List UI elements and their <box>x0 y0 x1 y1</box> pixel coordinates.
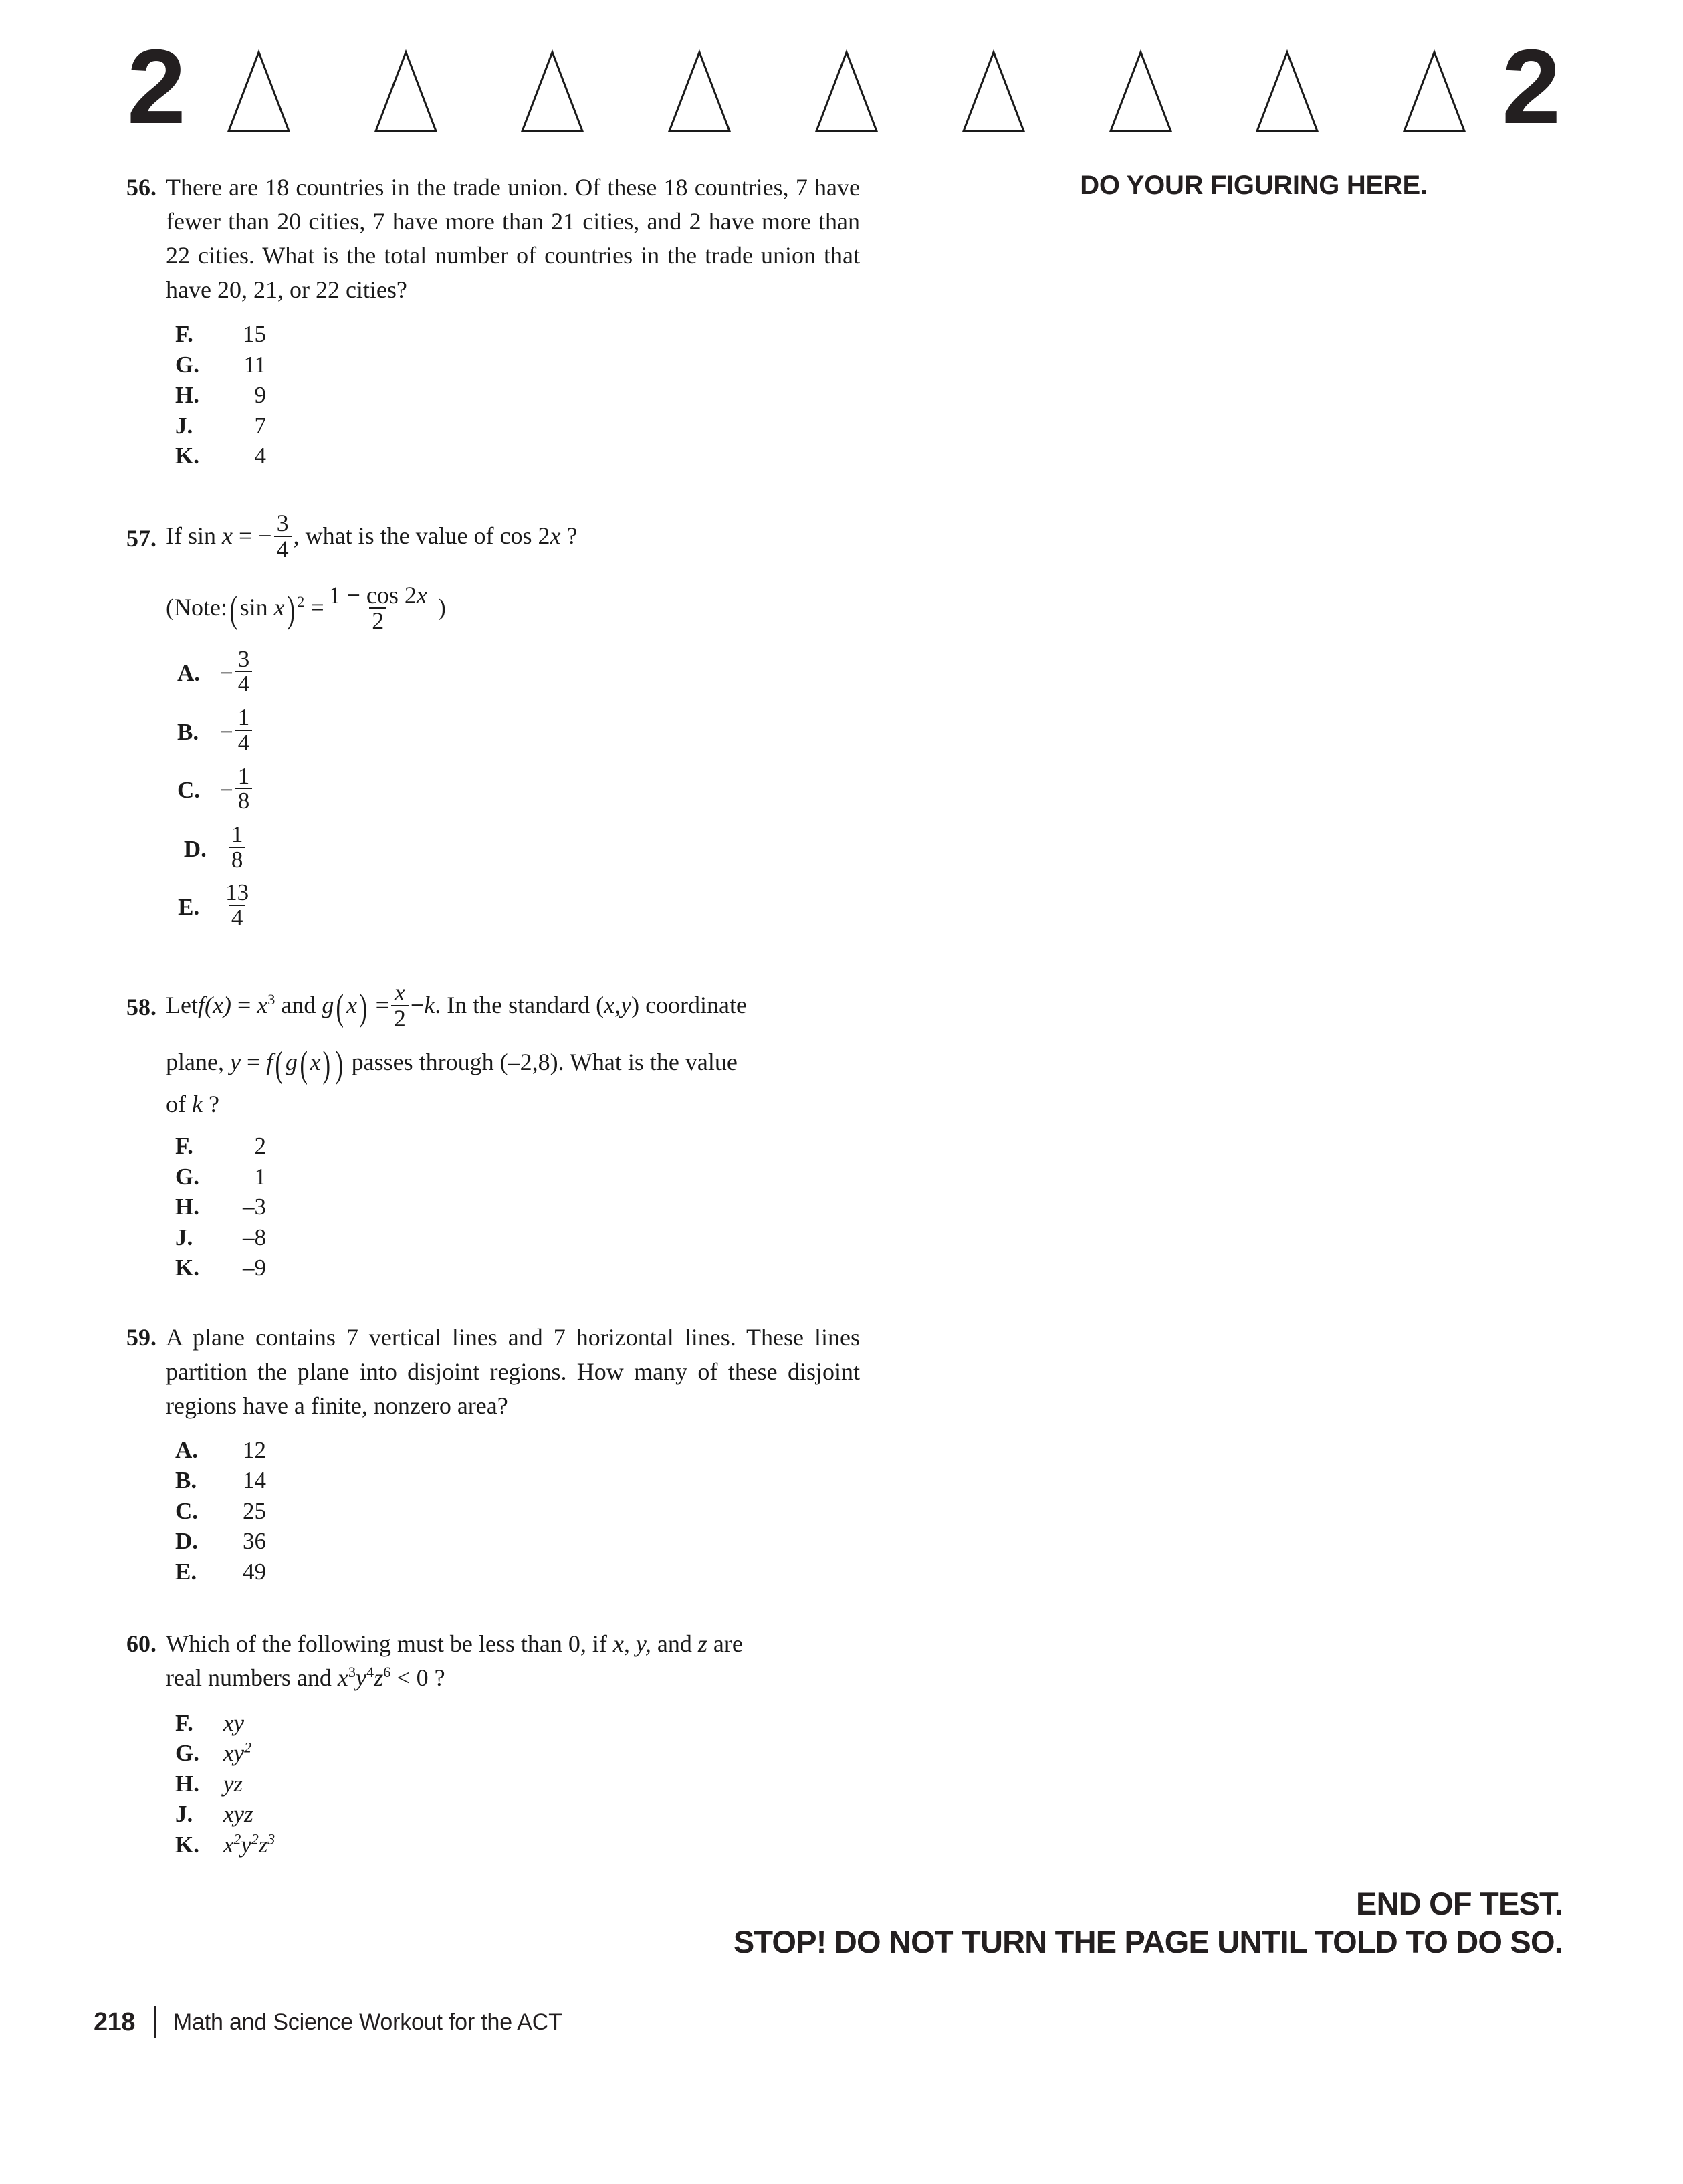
exponent: 3 <box>348 1664 356 1681</box>
equals: = <box>375 991 389 1018</box>
question-56 <box>118 171 860 471</box>
triangle-outline-icon <box>961 49 1026 134</box>
answer-choice[interactable] <box>175 1830 860 1860</box>
answer-choice[interactable] <box>175 1252 860 1283</box>
answer-choice[interactable] <box>175 1131 860 1162</box>
choice-value: 4 <box>254 443 266 469</box>
answer-choice[interactable] <box>177 704 254 756</box>
answer-choice[interactable] <box>175 1162 860 1192</box>
answer-choice[interactable] <box>175 319 860 350</box>
and-label: and <box>657 1630 692 1658</box>
answer-choices <box>118 1708 860 1860</box>
questions-column <box>118 171 860 1860</box>
line-tail: . In the standard ( <box>435 991 604 1018</box>
choice-letter: F. <box>175 1709 193 1736</box>
question-number: 57. <box>126 524 156 552</box>
question-number: 56. <box>126 174 156 201</box>
negative-sign: − <box>220 718 233 745</box>
triangle-outline-icon <box>226 49 292 134</box>
question-mark: ? <box>208 1091 219 1118</box>
answer-choice[interactable] <box>175 1769 860 1799</box>
answer-choice[interactable] <box>175 1222 860 1253</box>
answer-choice[interactable] <box>175 1557 860 1588</box>
question-57 <box>118 510 860 942</box>
stem-prefix: If sin <box>166 522 216 549</box>
stem-equals: = − <box>238 522 272 549</box>
exponent: 3 <box>267 990 275 1008</box>
choice-letter: E. <box>175 1558 197 1585</box>
fraction-denominator: 4 <box>235 671 253 696</box>
choice-letter: C. <box>177 777 201 804</box>
note-close: ) <box>437 594 446 621</box>
choice-letter: K. <box>175 1254 199 1281</box>
answer-choice[interactable] <box>177 645 254 698</box>
end-of-test-block <box>426 1884 1563 1961</box>
question-58 <box>118 978 860 1283</box>
equals: = <box>237 991 251 1018</box>
variable-k: k <box>424 991 435 1018</box>
coordinate-pair: x,y <box>604 991 632 1018</box>
answer-choices <box>118 319 860 471</box>
answer-choices <box>120 645 254 942</box>
choice-letter: J. <box>175 1801 193 1828</box>
fraction <box>229 823 246 871</box>
answer-choice[interactable] <box>175 1799 860 1830</box>
fraction-denominator: 4 <box>274 536 292 562</box>
choice-value: –8 <box>243 1224 266 1250</box>
answer-choice[interactable] <box>175 1708 860 1739</box>
choice-letter: C. <box>175 1497 199 1524</box>
choice-letter: K. <box>175 1831 199 1858</box>
triangle-outline-icon <box>814 49 879 134</box>
fraction <box>235 647 253 696</box>
answer-choice[interactable] <box>175 1526 860 1557</box>
fraction-denominator: 4 <box>229 905 246 930</box>
choice-letter: H. <box>175 1770 199 1797</box>
let-label: Let <box>166 991 198 1018</box>
footer-divider <box>154 2006 156 2038</box>
choice-value <box>221 879 253 932</box>
choice-value <box>227 821 248 873</box>
answer-choice[interactable] <box>175 1435 860 1466</box>
of-label: of <box>166 1091 186 1118</box>
note-exponent: 2 <box>297 593 305 611</box>
question-text-line-3 <box>166 1092 860 1116</box>
answer-choice[interactable] <box>175 350 860 380</box>
choice-letter: B. <box>177 718 199 745</box>
note-equals: = <box>310 594 324 621</box>
choice-value: 25 <box>243 1497 266 1524</box>
right-paren-icon: ) <box>287 589 295 631</box>
stem-variable: x <box>222 522 233 549</box>
choice-letter: E. <box>178 893 200 920</box>
inequality-tail: < 0 ? <box>397 1664 445 1692</box>
choice-letter: J. <box>175 412 193 439</box>
choice-value: 15 <box>243 321 266 348</box>
question-text: There are 18 countries in the trade union. Of these 18 countries, 7 have fewer than 20 cities, 7 have more than 21 cities, and 2 have more than 22 cities. What is the total number of countries in the trade union that have 20, 21, or 22 cities? <box>166 174 860 304</box>
stem-question-mark: ? <box>566 522 578 549</box>
answer-choice[interactable] <box>177 762 254 814</box>
fraction-denominator: 8 <box>235 788 253 813</box>
choice-letter: D. <box>175 1528 199 1555</box>
variable-x: x <box>337 1664 348 1692</box>
choice-letter: F. <box>175 321 193 348</box>
choice-letter: H. <box>175 382 199 409</box>
answer-choice[interactable] <box>175 1465 860 1496</box>
choice-value: 49 <box>243 1558 266 1585</box>
end-of-test-label: END OF TEST. <box>1356 1886 1563 1921</box>
note-sin: sin <box>239 594 268 621</box>
left-paren-icon: ( <box>229 589 238 631</box>
variable-z: z <box>374 1664 384 1692</box>
question-59 <box>118 1321 860 1588</box>
question-text-line-2 <box>166 1044 860 1086</box>
triangle-outline-icon <box>520 49 585 134</box>
fraction <box>274 511 292 561</box>
line-lead: real numbers and <box>166 1664 332 1692</box>
negative-sign: − <box>220 777 233 804</box>
answer-choice[interactable] <box>175 411 860 441</box>
fraction-numerator: x <box>394 978 405 1006</box>
choice-letter: F. <box>175 1133 193 1160</box>
answer-choices <box>118 1131 860 1283</box>
question-text <box>166 510 860 563</box>
variable-z: z <box>697 1630 707 1658</box>
choice-letter: A. <box>175 1436 199 1463</box>
choice-value: 1 <box>254 1163 266 1190</box>
minus-sign: − <box>410 991 425 1018</box>
stop-instruction-label: STOP! DO NOT TURN THE PAGE UNTIL TOLD TO DO SO. <box>733 1924 1563 1960</box>
answer-choice[interactable] <box>175 380 860 411</box>
choice-value: –3 <box>243 1194 266 1220</box>
function-arg: (x) <box>205 991 231 1018</box>
fraction-denominator: 8 <box>229 847 246 872</box>
choice-value: 2 <box>254 1133 266 1160</box>
fraction <box>235 705 253 754</box>
stem-variable-2: x <box>550 522 561 549</box>
answer-choice[interactable] <box>178 879 253 932</box>
choice-letter: H. <box>175 1194 199 1220</box>
fraction <box>326 583 430 633</box>
fraction <box>223 881 251 930</box>
line-tail-2: ) coordinate <box>631 991 747 1018</box>
function-g: g <box>285 1049 298 1076</box>
choice-value: 14 <box>243 1467 266 1494</box>
choice-letter: D. <box>183 835 207 862</box>
choice-value <box>220 645 254 698</box>
question-note <box>166 581 860 635</box>
book-title: Math and Science Workout for the ACT <box>173 2009 562 2035</box>
section-number-right: 2 <box>1502 27 1558 146</box>
figuring-column <box>923 171 1591 201</box>
choice-value: xy <box>223 1709 245 1736</box>
line-tail: passes through (–2,8). What is the value <box>351 1049 738 1076</box>
triangle-outline-icon <box>1254 49 1320 134</box>
choice-letter: A. <box>177 660 201 687</box>
question-60 <box>118 1627 860 1860</box>
section-number-left: 2 <box>127 27 183 146</box>
choice-value: 9 <box>254 382 266 409</box>
fraction-numerator: 1 <box>231 821 243 847</box>
function-arg: x <box>346 991 357 1018</box>
choice-value <box>220 762 254 814</box>
choice-value: xyz <box>223 1801 253 1828</box>
right-paren-icon: ) <box>359 986 368 1028</box>
fraction <box>235 764 253 813</box>
question-text: A plane contains 7 vertical lines and 7 horizontal lines. These lines partition the plane into disjoint regions. How many of these disjoint regions have a finite, nonzero area? <box>166 1323 860 1419</box>
answer-choice[interactable] <box>175 1192 860 1222</box>
negative-sign: − <box>220 660 233 687</box>
variable-x: x <box>310 1049 321 1076</box>
right-paren-icon: ) <box>322 1044 331 1086</box>
choice-value: $xy^2$ <box>223 1739 251 1767</box>
triangle-outline-icon <box>1108 49 1173 134</box>
line-lead: Which of the following must be less than 0, if <box>166 1630 607 1658</box>
choice-value <box>220 704 254 756</box>
choice-value: 11 <box>243 351 266 378</box>
choice-letter: G. <box>175 1740 199 1767</box>
answer-choice[interactable] <box>183 821 248 873</box>
function-f: f <box>266 1049 273 1076</box>
variable-k: k <box>192 1091 203 1118</box>
note-open: (Note: <box>166 594 227 621</box>
question-number: 58. <box>126 994 156 1021</box>
question-number: 60. <box>126 1630 156 1658</box>
function-f: f <box>197 991 205 1018</box>
triangle-outline-icon <box>373 49 439 134</box>
exponent: 6 <box>383 1664 391 1681</box>
variable-x: x <box>257 991 268 1018</box>
fraction-numerator: 3 <box>237 645 250 672</box>
question-text-line-1 <box>166 1627 860 1661</box>
fraction-numerator: 1 <box>237 762 250 789</box>
fraction-numerator: 13 <box>225 879 249 906</box>
choice-letter: K. <box>175 443 199 469</box>
right-paren-icon: ) <box>335 1044 344 1086</box>
fraction-numerator: 1 <box>237 704 250 731</box>
fraction-denominator: 2 <box>369 607 386 633</box>
answer-choices <box>118 1435 860 1588</box>
fraction-denominator: 2 <box>391 1005 409 1031</box>
left-paren-icon: ( <box>300 1044 308 1086</box>
choice-value: 36 <box>243 1528 266 1555</box>
choice-value: $x^2y^2z^3$ <box>223 1830 275 1858</box>
left-paren-icon: ( <box>336 986 344 1028</box>
function-g: g <box>322 991 334 1018</box>
choice-value: yz <box>223 1770 243 1797</box>
variable-y: y <box>356 1664 367 1692</box>
fraction-numerator: 3 <box>276 510 289 537</box>
page-footer <box>94 2006 562 2038</box>
triangle-outline-icon <box>1401 49 1467 134</box>
answer-choice[interactable] <box>175 1738 860 1769</box>
triangle-outline-icon <box>667 49 732 134</box>
choice-letter: G. <box>175 351 199 378</box>
question-text <box>166 1627 860 1695</box>
variables-xy: x, y, <box>612 1630 651 1658</box>
triangle-row <box>183 45 1502 134</box>
stem-suffix: , what is the value of cos 2 <box>293 522 550 549</box>
left-paren-icon: ( <box>275 1044 284 1086</box>
equals: = <box>246 1049 261 1076</box>
do-your-figuring-heading: DO YOUR FIGURING HERE. <box>1080 171 1428 200</box>
fraction-numerator: 1 − cos 2x <box>328 581 427 609</box>
note-variable: x <box>273 594 285 621</box>
variable-y: y <box>229 1049 241 1076</box>
and-label: and <box>281 991 316 1018</box>
question-text-line-1 <box>166 978 860 1032</box>
answer-choice[interactable] <box>175 441 860 471</box>
are-label: are <box>713 1630 743 1658</box>
choice-letter: B. <box>175 1467 197 1494</box>
choice-letter: G. <box>175 1163 199 1190</box>
plane-label: plane, <box>166 1049 224 1076</box>
choice-letter: J. <box>175 1224 193 1250</box>
page-banner <box>127 23 1558 146</box>
fraction-denominator: 4 <box>235 730 253 755</box>
exponent: 4 <box>366 1664 374 1681</box>
question-number: 59. <box>126 1323 156 1351</box>
choice-value: 7 <box>254 412 266 439</box>
question-text-line-2 <box>166 1661 860 1695</box>
fraction <box>391 980 409 1030</box>
choice-value: 12 <box>243 1436 266 1463</box>
page-number: 218 <box>94 2007 135 2036</box>
choice-value: –9 <box>243 1254 266 1281</box>
answer-choice[interactable] <box>175 1496 860 1527</box>
